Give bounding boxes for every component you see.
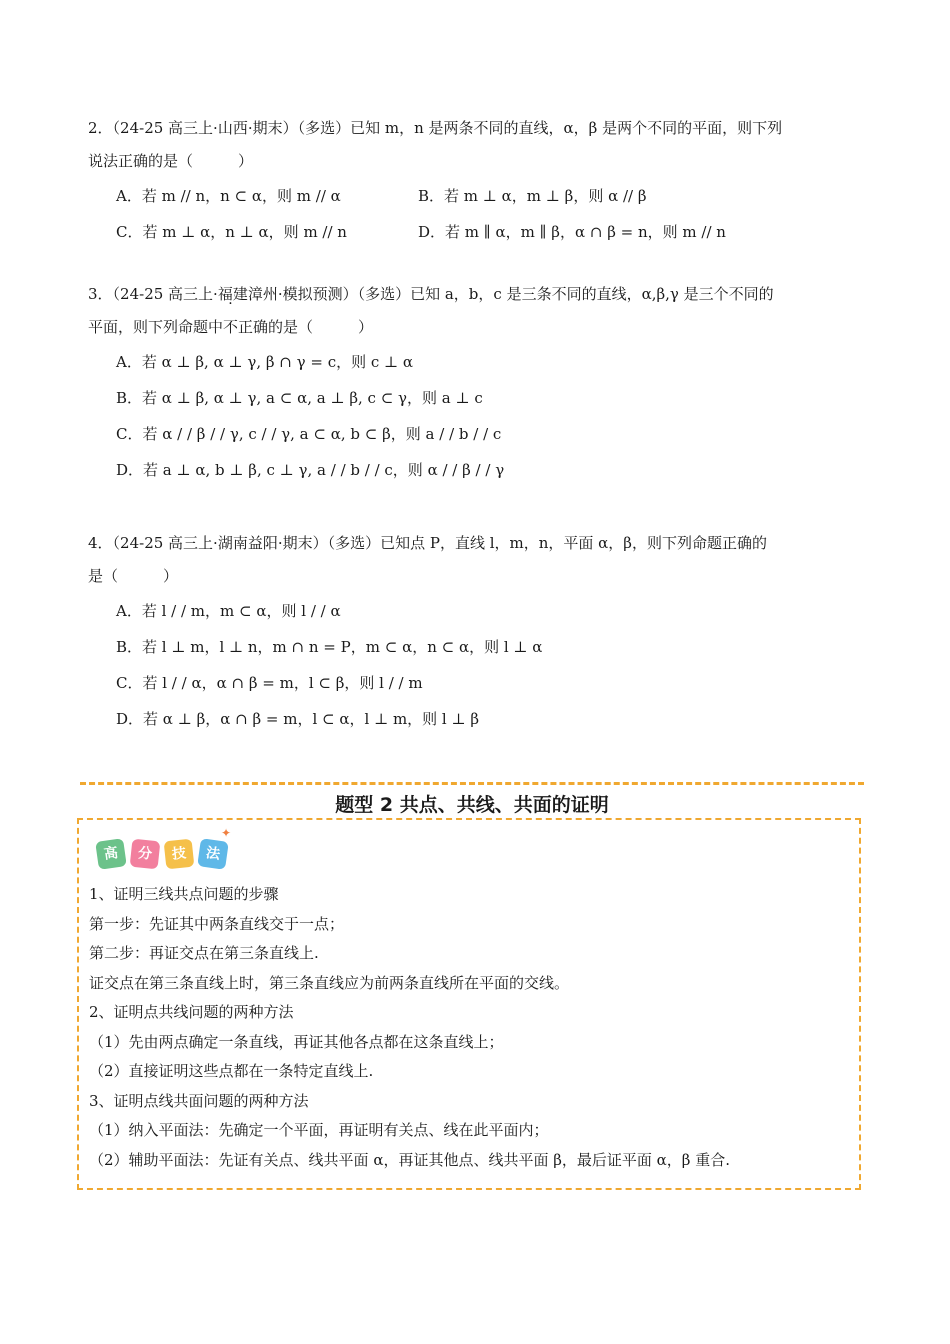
section-header [80, 782, 864, 818]
question-4-stem [88, 527, 868, 593]
question-4-stem-line2: 是（ ） [88, 567, 179, 585]
tips-list [89, 880, 849, 1175]
badge-tile-3: 技 [164, 839, 195, 870]
tip-line: （2）直接证明这些点都在一条特定直线上. [89, 1062, 374, 1080]
question-2-stem [88, 112, 868, 178]
question-2-option-d[interactable]: D．若 m ∥ α，m ∥ β，α ∩ β = n，则 m // n [418, 223, 726, 241]
question-3-option-b[interactable]: B．若 α ⊥ β, α ⊥ γ, a ⊂ α, a ⊥ β, c ⊂ γ，则 a ⊥ c [116, 389, 483, 407]
question-4-option-d[interactable]: D．若 α ⊥ β，α ∩ β = m，l ⊂ α，l ⊥ m，则 l ⊥ β [116, 710, 480, 728]
section-title: 题型 2 共点、共线、共面的证明 [335, 794, 609, 816]
question-3-option-d[interactable]: D．若 a ⊥ α, b ⊥ β, c ⊥ γ, a / / b / / c，则 α / / β / / γ [116, 461, 505, 479]
question-2-stem-line2: 说法正确的是（ ） [88, 152, 254, 170]
question-2-options-row1 [88, 178, 868, 214]
question-2 [88, 112, 868, 250]
question-4 [88, 527, 868, 737]
emphasis-dot-char: 不 [223, 318, 239, 336]
tip-line: 第一步：先证其中两条直线交于一点； [89, 914, 345, 933]
question-3 [88, 278, 868, 488]
question-3-stem-line2b: 正确的是（ ） [238, 318, 374, 336]
question-3-stem-line2a: 平面，则下列命题中 [88, 318, 224, 336]
question-3-option-c[interactable]: C．若 α / / β / / γ, c / / γ, a ⊂ α, b ⊂ β，则 a / / b / / c [116, 425, 502, 443]
tip-line: （1）纳入平面法：先确定一个平面，再证明有关点、线在此平面内； [89, 1121, 549, 1139]
question-3-stem-line1: （24-25 高三上·福建漳州·模拟预测）（多选）已知 a，b，c 是三条不同的直线，α,β,γ 是三个不同的 [112, 285, 774, 303]
question-4-option-a[interactable]: A．若 l / / m，m ⊂ α，则 l / / α [116, 602, 341, 620]
question-4-stem-line1: （24-25 高三上·湖南益阳·期末）（多选）已知点 P，直线 l，m，n，平面 α，β，则下列命题正确的 [112, 534, 767, 552]
question-3-number: 3． [88, 285, 113, 303]
badge-tile-2: 分 [130, 839, 161, 870]
dashed-divider [80, 782, 864, 785]
sparkle-icon: ✦ [221, 826, 232, 840]
tip-line: 证交点在第三条直线上时，第三条直线应为前两条直线所在平面的交线。 [89, 973, 570, 992]
question-2-number: 2． [88, 119, 113, 137]
question-2-option-a[interactable]: A．若 m // n，n ⊂ α，则 m // α [116, 187, 341, 205]
question-4-option-c[interactable]: C．若 l / / α，α ∩ β = m，l ⊂ β，则 l / / m [116, 674, 423, 692]
tip-line: （2）辅助平面法：先证有关点、线共平面 α，再证其他点、线共平面 β，最后证平面 α，β 重合. [89, 1150, 730, 1169]
question-3-stem [88, 278, 868, 344]
tip-line: 第二步：再证交点在第三条直线上. [89, 944, 319, 962]
tip-line: 3、证明点线共面问题的两种方法 [89, 1091, 309, 1110]
high-score-tips-badge [93, 826, 243, 874]
tip-line: （1）先由两点确定一条直线，再证其他各点都在这条直线上； [89, 1032, 504, 1051]
question-2-options-row2 [88, 214, 868, 250]
question-2-option-b[interactable]: B．若 m ⊥ α，m ⊥ β，则 α // β [418, 187, 647, 205]
tips-box [77, 818, 861, 1190]
badge-tile-4: 法 [197, 838, 229, 870]
question-2-option-c[interactable]: C．若 m ⊥ α，n ⊥ α，则 m // n [116, 223, 347, 241]
question-3-option-a[interactable]: A．若 α ⊥ β, α ⊥ γ, β ∩ γ = c，则 c ⊥ α [116, 353, 414, 371]
tip-line: 2、证明点共线问题的两种方法 [89, 1003, 294, 1021]
question-4-option-b[interactable]: B．若 l ⊥ m，l ⊥ n，m ∩ n = P，m ⊂ α，n ⊂ α，则 l ⊥ α [116, 638, 543, 656]
question-2-stem-line1: （24-25 高三上·山西·期末）（多选）已知 m，n 是两条不同的直线，α，β 是两个不同的平面，则下列 [112, 119, 783, 137]
question-4-number: 4． [88, 534, 113, 552]
badge-tile-1: 高 [95, 838, 127, 870]
tip-line: 1、证明三线共点问题的步骤 [89, 885, 279, 903]
